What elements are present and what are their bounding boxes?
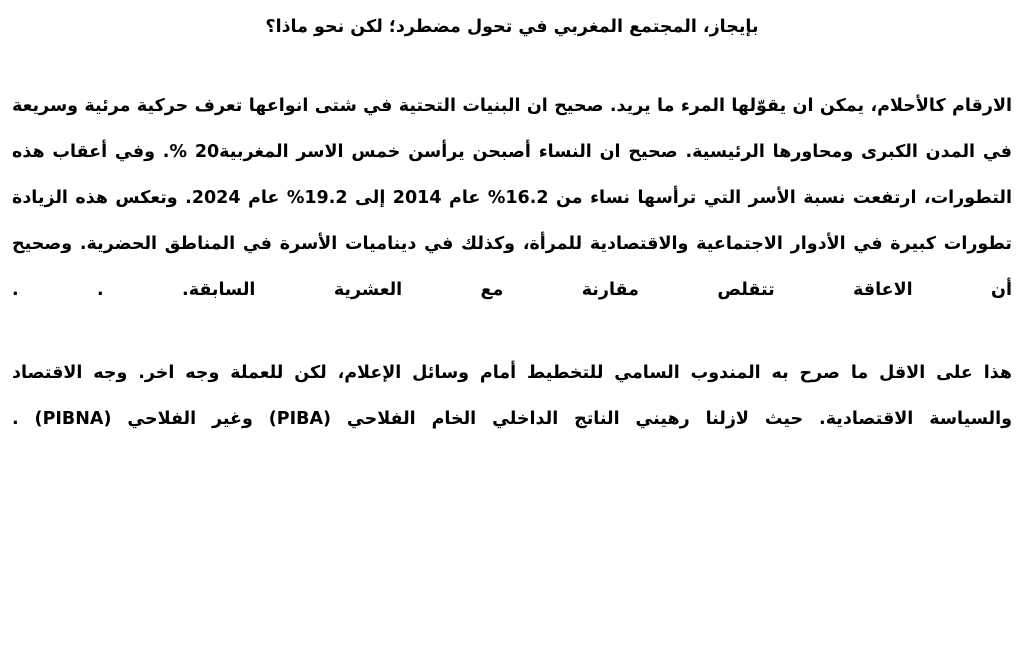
body-paragraph-2: هذا على الاقل ما صرح به المندوب السامي للتخطيط أمام وسائل الإعلام، لكن للعملة وجه اخر. وجه الاقتصاد والسياسة الاقتصادية. حيث لازلنا رهيني الناتج الداخلي الخام الفلاحي (PIBA) وغير الفلاحي (PIBNA) .	[12, 363, 1013, 430]
body-paragraph-1: الارقام كالأحلام، يمكن ان يقوّلها المرء ما يريد. صحيح ان البنيات التحتية في شتى انواعها تعرف حركية مرئية وسريعة في المدن الكبرى ومحاورها الرئيسية. صحيح ان النساء أصبحن يرأسن خمس الاسر المغربية20 %. وفي أعقاب هذه التطورات، ارتفعت نسبة الأسر التي ترأسها نساء من 16.2% عام 2014 إلى 19.2% عام 2024. وتعكس هذه الزيادة تطورات كبيرة في الأدوار الاجتماعية والاقتصادية للمرأة، وكذلك في ديناميات الأسرة في المناطق الحضرية. وصحيح أن الاعاقة تتقلص مقارنة مع العشرية السابقة. . .	[12, 96, 1012, 300]
page-title: بإيجاز، المجتمع المغربي في تحول مضطرد؛ لكن نحو ماذا؟	[265, 17, 759, 37]
